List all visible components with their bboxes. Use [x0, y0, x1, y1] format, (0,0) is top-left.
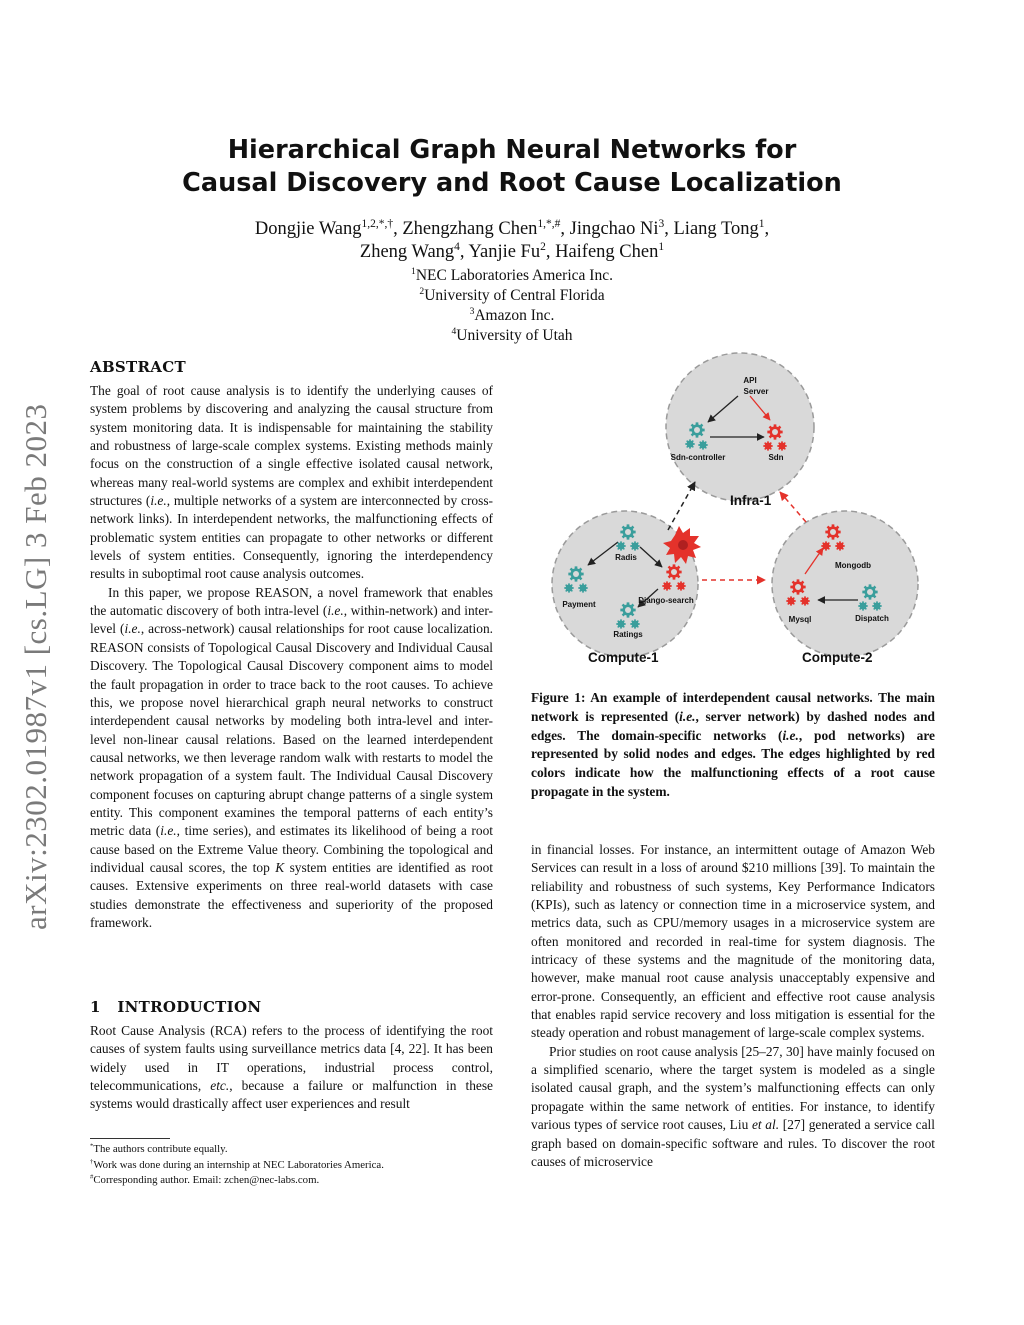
- node-label-django-search: Django-search: [638, 596, 694, 605]
- arxiv-identifier: arXiv:2302.01987v1 [cs.LG] 3 Feb 2023: [18, 403, 53, 930]
- author-name: Haifeng Chen: [555, 242, 659, 262]
- text-run: , pod networks) are represented by solid nodes and edges. The edges highlighted by red colors indicate how the malfunctioning effects of a root cause propagate in the system.: [531, 727, 935, 799]
- footnote-mark: #: [90, 1173, 94, 1181]
- footnote: [90, 1173, 493, 1189]
- section-title: INTRODUCTION: [117, 998, 262, 1016]
- node-label-sdn: Sdn: [768, 453, 784, 462]
- intro-body-right: [531, 841, 935, 1171]
- abstract-paragraph-1: [90, 382, 493, 584]
- text-run-italic: et al.: [751, 1117, 780, 1133]
- author-affil-mark: 3: [658, 217, 665, 230]
- author-line-1: [150, 218, 874, 241]
- node-label-mongodb: Mongodb: [835, 561, 871, 570]
- section-heading-introduction: [90, 998, 493, 1016]
- author-name: Zhengzhang Chen: [402, 219, 538, 239]
- text-run: Prior studies on root cause analysis [25–27, 30] have mainly focused on a simplified scenario, where the target system is modeled as a single isolated causal graph, and the system’s malfunctioning effects can only propagate within the same network of entities. For instance, to identify various types of service root causes, Liu: [531, 1043, 935, 1133]
- author-line-2: [150, 241, 874, 264]
- abstract-paragraph-2: [90, 584, 493, 933]
- author-name: Liang Tong: [673, 219, 759, 239]
- text-run: system entities are identified as root causes. Extensive experiments on three real-world datasets with case studies demonstrate the effectiveness and superiority of the proposed framework.: [90, 859, 494, 930]
- paper-title: [150, 134, 874, 200]
- author-list: [150, 218, 874, 264]
- affiliation-name: Amazon Inc.: [474, 307, 555, 324]
- abstract-body: [90, 382, 493, 932]
- section-number: 1: [90, 998, 101, 1016]
- cluster-infra-1: [666, 353, 814, 501]
- affiliation: [200, 266, 824, 286]
- text-run: , because a failure or malfunction in these systems would drastically affect user experiences and result: [90, 1078, 493, 1112]
- footnote: [90, 1142, 493, 1158]
- intro-paragraph-1-continued: in financial losses. For instance, an intermittent outage of Amazon Web Services can result in a loss of around $210 millions [39]. To maintain the reliability and robustness of such systems, Key Performance Indicators (KPIs), such as latency or connection time in a microservice system, and metrics data, such as CPU/memory usages in a microservice system are often monitored and recorded in real-time for system diagnosis. The intricacy of these systems and the magnitude of the monitoring data, however, make manual root cause analysis unacceptably expensive and error-prone. Consequently, an efficient and effective root cause analysis that enables rapid service recovery and loss mitigation is essential for the steady operation and robust management of large-scale complex systems.: [531, 842, 935, 1041]
- author-affil-mark: 1: [758, 217, 765, 230]
- text-run-italic: i.e.: [679, 708, 696, 724]
- affiliation: [200, 306, 824, 326]
- intro-paragraph-1: [90, 1022, 493, 1114]
- author-affil-mark: 1: [658, 240, 665, 253]
- text-run-italic: i.e.: [124, 621, 141, 637]
- node-label-mysql: Mysql: [788, 615, 812, 624]
- text-run-italic: etc.: [210, 1078, 230, 1094]
- cluster-label-infra-1: Infra-1: [730, 493, 772, 508]
- footnote-mark: *: [90, 1142, 94, 1150]
- author-separator: ,: [459, 242, 469, 262]
- title-line-1: Hierarchical Graph Neural Networks for: [227, 135, 797, 165]
- author-name: Jingchao Ni: [569, 219, 659, 239]
- node-label-sdn-controller: Sdn-controller: [670, 453, 726, 462]
- affiliation: [200, 326, 824, 346]
- affiliation-mark: 4: [451, 325, 457, 337]
- author-affil-mark: 1,*,#: [537, 217, 561, 230]
- edge-compute1-to-infra1: [668, 482, 695, 530]
- text-run: , multiple networks of a system are interconnected by cross-network links). In interdependent networks, the malfunctioning effects of problematic system entities can propagate to other networks or different levels of system entities. Consequently, ignoring the interdependency results in suboptimal root cause analysis outcomes.: [90, 493, 493, 582]
- affiliation: [200, 286, 824, 306]
- author-separator: ,: [560, 219, 570, 239]
- footnotes: [90, 1142, 493, 1189]
- author-separator: ,: [664, 219, 674, 239]
- text-run: In this paper, we propose REASON, a novel framework that enables the automatic discovery of both intra-level (: [90, 584, 493, 619]
- text-run: Root Cause Analysis (RCA) refers to the process of identifying the root causes of system faults using surveillance metrics data [4, 22]. It has been widely used in IT operations, industrial process control, telecommunications,: [90, 1023, 493, 1094]
- cluster-label-compute-2: Compute-2: [802, 650, 873, 665]
- affiliation-mark: 3: [469, 305, 475, 317]
- cluster-label-compute-1: Compute-1: [588, 650, 659, 665]
- figure-interdependent-causal-networks: [540, 352, 940, 672]
- node-label-ratings: Ratings: [613, 630, 643, 639]
- author-affil-mark: 1,2,*,†: [361, 217, 394, 230]
- author-name: Yanjie Fu: [468, 242, 541, 262]
- author-affil-mark: 4: [454, 240, 460, 253]
- abstract-heading: ABSTRACT: [90, 358, 186, 376]
- footnote-mark: †: [90, 1157, 94, 1165]
- author-affil-mark: 2: [540, 240, 546, 253]
- author-name: Zheng Wang: [359, 242, 455, 262]
- affiliation-list: [200, 266, 824, 346]
- affiliation-mark: 1: [411, 265, 416, 277]
- affiliation-name: NEC Laboratories America Inc.: [415, 267, 613, 284]
- text-run-italic: i.e.: [327, 603, 344, 619]
- text-run: , across-network) causal relationships for root cause localization. REASON consists of Topological Causal Discovery and Individual Causal Discovery. The Topological Causal Discovery component aims to model the fault propagation in order to trace back to the root causes. To achieve this, we propose novel hierarchical graph neural networks to construct interdependent causal networks by modeling both intra-level and inter-level non-linear causal relations. Based on the learned interdependent causal networks, we then leverage random walk with restarts to model the network propagation of a system fault. The Individual Causal Discovery component focuses on capturing abrupt change patterns of a single system entity. This component examines the temporal patterns of each entity’s metric data (: [90, 621, 493, 839]
- footnote-text: Work was done during an internship at NEC Laboratories America.: [93, 1158, 384, 1171]
- affiliation-mark: 2: [419, 285, 425, 297]
- affiliation-name: University of Central Florida: [424, 287, 605, 304]
- author-separator: ,: [545, 242, 556, 262]
- text-run: , server network) by dashed nodes and edges. The domain-specific networks (: [531, 708, 936, 743]
- text-run-italic: i.e.: [782, 727, 799, 743]
- node-label-server: Server: [743, 387, 769, 396]
- text-run-italic: K: [275, 859, 285, 875]
- footnote: [90, 1158, 493, 1174]
- affiliation-name: University of Utah: [456, 327, 573, 344]
- footnote-text: Corresponding author. Email: zchen@nec-labs.com.: [93, 1174, 320, 1186]
- author-name: Dongjie Wang: [254, 219, 362, 239]
- text-run: , time series), and estimates its likelihood of being a root cause based on the Extreme Value theory. Combining the topological and individual causal scores, the top: [90, 823, 493, 875]
- title-line-2: Causal Discovery and Root Cause Localization: [182, 168, 842, 198]
- figure-caption: [531, 689, 935, 802]
- node-label-radis: Radis: [615, 553, 637, 562]
- edge-compute2-to-infra1: [780, 492, 806, 522]
- text-run: The goal of root cause analysis is to identify the underlying causes of system problems by discovering and analyzing the causal structure from system monitoring data. It is indispensable for maintaining the stability and robustness of large-scale complex systems. Existing methods mainly focus on the construction of a single effective isolated causal network, whereas many real-world systems are complex and exhibit interdependent structures (: [90, 383, 493, 509]
- footnote-rule: [90, 1138, 170, 1139]
- node-label-payment: Payment: [562, 600, 596, 609]
- node-label-dispatch: Dispatch: [855, 614, 889, 623]
- footnote-text: The authors contribute equally.: [93, 1143, 228, 1155]
- text-run-italic: i.e.: [150, 493, 167, 509]
- author-separator: ,: [764, 219, 770, 239]
- author-separator: ,: [393, 219, 403, 239]
- node-label-api: API: [743, 376, 757, 385]
- text-run: , within-network) and inter-level (: [90, 603, 493, 637]
- intro-paragraph-2: [531, 1043, 935, 1171]
- text-run-italic: i.e.: [160, 823, 177, 839]
- text-run: Figure 1: An example of interdependent causal networks. The main network is represented (: [531, 690, 935, 724]
- text-run: [27] generated a service call graph based on domain-specific software and rules. To discover the root causes of microservice: [531, 1117, 935, 1169]
